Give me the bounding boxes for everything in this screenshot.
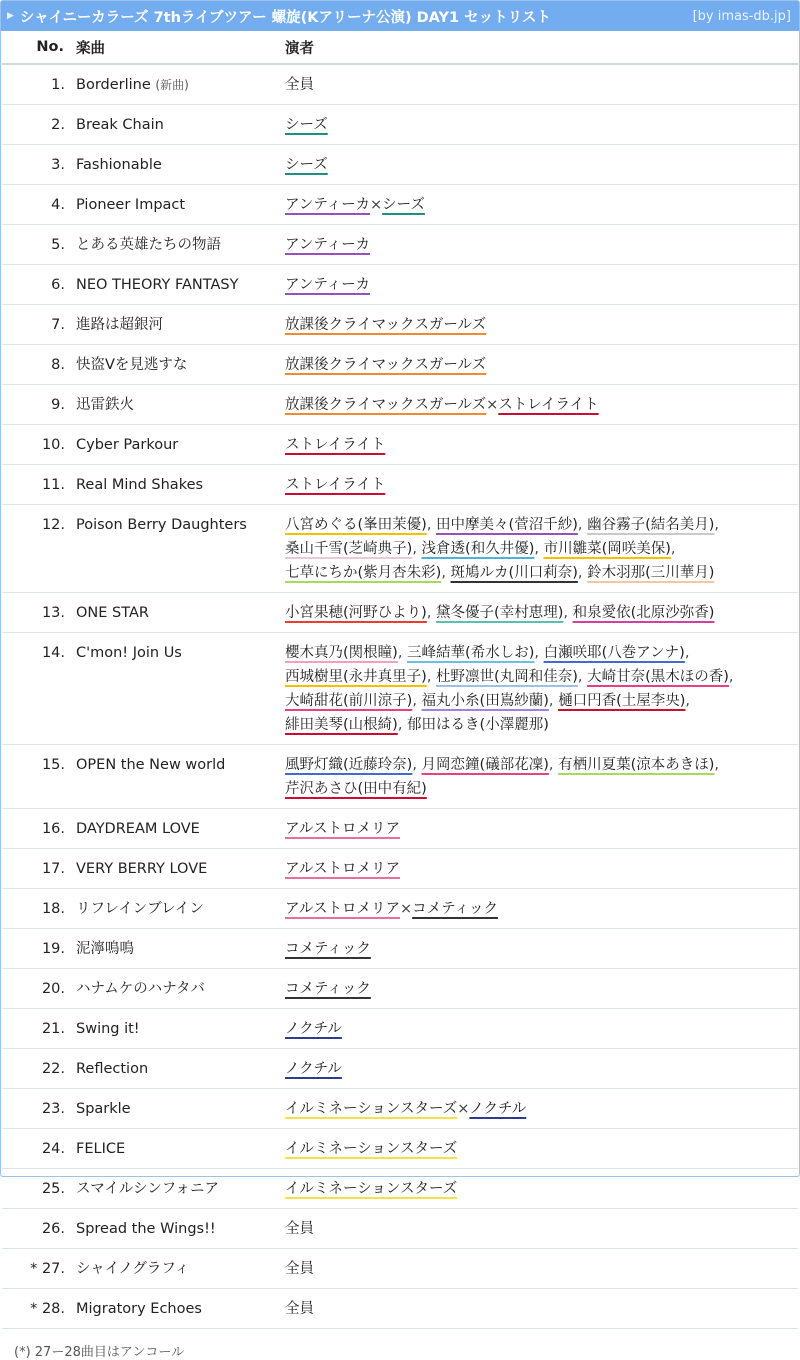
song-number-value: 6. — [51, 277, 65, 293]
performer-cell — [285, 1249, 798, 1289]
song-number-value: 24. — [41, 1141, 65, 1157]
table-row — [2, 889, 798, 929]
performer-cell — [285, 185, 798, 225]
table-row — [2, 345, 798, 385]
separator: , — [714, 517, 720, 533]
column-header-no: No. — [2, 31, 76, 64]
separator: , — [412, 693, 422, 709]
table-row — [2, 505, 798, 593]
performer-link[interactable]: シーズ — [285, 117, 328, 133]
song-number-value: 2. — [51, 117, 65, 133]
performer-link[interactable]: 七草にちか(紫月杏朱彩) — [285, 565, 442, 581]
performer-cell — [285, 465, 798, 505]
encore-mark: * — [30, 1301, 42, 1317]
performer-link[interactable]: 樋口円香(土屋李央) — [558, 693, 686, 709]
performer-link[interactable]: 幽谷霧子(結名美月) — [587, 517, 715, 533]
song-cell — [76, 385, 285, 425]
song-number-value: 18. — [41, 901, 65, 917]
separator: , — [577, 669, 588, 685]
column-header-performer: 演者 — [285, 31, 798, 64]
performer-cell — [285, 225, 798, 265]
performer-cell — [285, 1289, 798, 1329]
performer-name: 全員 — [285, 77, 314, 93]
song-cell — [76, 809, 285, 849]
table-row — [2, 465, 798, 505]
table-row — [2, 145, 798, 185]
song-number-value: 12. — [41, 517, 65, 533]
separator: , — [397, 645, 408, 661]
song-number — [2, 225, 76, 265]
performer-link[interactable]: 大崎甜花(前川涼子) — [285, 693, 413, 709]
performer-link[interactable]: 白瀬咲耶(八巻アンナ) — [543, 645, 685, 661]
table-row — [2, 1169, 798, 1209]
table-row — [2, 1049, 798, 1089]
song-cell — [76, 185, 285, 225]
performer-link[interactable]: 芹沢あさひ(田中有紀) — [285, 781, 427, 797]
performer-link[interactable]: 西城樹里(永井真里子) — [285, 669, 427, 685]
song-cell — [76, 969, 285, 1009]
performer-link[interactable]: 浅倉透(和久井優) — [421, 541, 535, 557]
song-title[interactable]: Fashionable — [76, 157, 162, 173]
performer-link[interactable]: 和泉愛依(北原沙弥香) — [572, 605, 715, 621]
performer-link[interactable]: 月岡恋鐘(礒部花凜) — [421, 757, 549, 773]
song-title[interactable]: Pioneer Impact — [76, 197, 186, 213]
separator: , — [412, 541, 422, 557]
song-title[interactable]: とある英雄たちの物語 — [76, 237, 221, 253]
song-number — [2, 425, 76, 465]
separator: , — [684, 645, 690, 661]
song-cell — [76, 889, 285, 929]
song-number-value: 15. — [41, 757, 65, 773]
song-number-value: 14. — [41, 645, 65, 661]
table-row — [2, 809, 798, 849]
song-title[interactable]: OPEN the New world — [76, 757, 226, 773]
performer-link[interactable]: アンティーカ — [285, 237, 370, 253]
song-number-value: 19. — [41, 941, 65, 957]
performer-link[interactable]: 風野灯織(近藤玲奈) — [285, 757, 413, 773]
song-cell — [76, 305, 285, 345]
song-number — [2, 1249, 76, 1289]
song-cell — [76, 225, 285, 265]
song-number-value: 13. — [41, 605, 65, 621]
song-cell — [76, 505, 285, 593]
separator: × — [399, 901, 413, 917]
separator: × — [457, 1101, 470, 1117]
performer-name: 全員 — [285, 1261, 314, 1277]
performer-link[interactable]: 鈴木羽那(三川華月) — [587, 565, 715, 581]
performer-link[interactable]: 桑山千雪(芝崎典子) — [285, 541, 413, 557]
setlist-title: シャイニーカラーズ 7thライブツアー 螺旋(Kアリーナ公演) DAY1 セットリスト — [19, 9, 551, 26]
performer-link[interactable]: 田中摩美々(菅沼千紗) — [436, 517, 578, 533]
performer-link[interactable]: イルミネーションスターズ — [285, 1101, 458, 1117]
song-number-value: 10. — [41, 437, 65, 453]
song-title[interactable]: ONE STAR — [76, 605, 149, 621]
song-cell — [76, 105, 285, 145]
performer-link[interactable]: 杜野凛世(丸岡和佳奈) — [436, 669, 578, 685]
performer-link[interactable]: コメティック — [412, 901, 498, 917]
song-number-value: 22. — [41, 1061, 65, 1077]
song-number-value: 16. — [41, 821, 65, 837]
table-row — [2, 1209, 798, 1249]
performer-link[interactable]: コメティック — [285, 941, 371, 957]
performer-cell — [285, 64, 798, 105]
song-number-value: 20. — [41, 981, 65, 997]
song-title[interactable]: Real Mind Shakes — [76, 477, 204, 493]
new-song-tag: (新曲) — [155, 78, 189, 92]
performer-link[interactable]: アルストロメリア — [285, 821, 400, 837]
song-number — [2, 1089, 76, 1129]
performer-link[interactable]: 放課後クライマックスガールズ — [285, 317, 487, 333]
performer-link[interactable]: ノクチル — [285, 1061, 342, 1077]
song-number — [2, 64, 76, 105]
table-row — [2, 849, 798, 889]
performer-cell — [285, 929, 798, 969]
song-title[interactable]: FELICE — [76, 1141, 126, 1157]
table-row — [2, 185, 798, 225]
performer-name: 郁田はるき(小澤麗那) — [407, 717, 549, 733]
song-cell — [76, 1209, 285, 1249]
song-number — [2, 745, 76, 809]
performer-link[interactable]: 緋田美琴(山根綺) — [285, 717, 398, 733]
song-number — [2, 1209, 76, 1249]
table-row — [2, 305, 798, 345]
performer-link[interactable]: アンティーカ — [285, 277, 370, 293]
song-cell — [76, 1169, 285, 1209]
separator: , — [563, 605, 573, 621]
performer-cell — [285, 969, 798, 1009]
table-row — [2, 1289, 798, 1329]
song-title[interactable]: Cyber Parkour — [76, 437, 179, 453]
song-title[interactable]: Borderline — [76, 77, 151, 93]
separator: , — [412, 757, 422, 773]
separator: × — [486, 397, 499, 413]
song-title[interactable]: シャイノグラフィ — [76, 1261, 190, 1277]
performer-cell — [285, 385, 798, 425]
performer-link[interactable]: シーズ — [285, 157, 328, 173]
performer-cell — [285, 1009, 798, 1049]
table-row — [2, 225, 798, 265]
performer-link[interactable]: 斑鳩ルカ(川口莉奈) — [450, 565, 578, 581]
performer-link[interactable]: 小宮果穂(河野ひより) — [285, 605, 427, 621]
table-row — [2, 745, 798, 809]
song-number — [2, 385, 76, 425]
song-title[interactable]: DAYDREAM LOVE — [76, 821, 200, 837]
performer-cell — [285, 633, 798, 745]
song-cell — [76, 1249, 285, 1289]
table-row — [2, 969, 798, 1009]
separator: , — [534, 645, 544, 661]
song-number-value: 9. — [51, 397, 65, 413]
song-cell — [76, 633, 285, 745]
performer-link[interactable]: ストレイライト — [498, 397, 599, 413]
song-cell — [76, 64, 285, 105]
song-number-value: 28. — [41, 1301, 65, 1317]
song-number — [2, 889, 76, 929]
song-number-value: 4. — [51, 197, 65, 213]
song-number — [2, 1049, 76, 1089]
song-number — [2, 849, 76, 889]
table-row — [2, 425, 798, 465]
song-number — [2, 969, 76, 1009]
separator: , — [548, 693, 559, 709]
song-number — [2, 1009, 76, 1049]
separator: , — [548, 757, 559, 773]
separator: , — [534, 541, 544, 557]
table-row — [2, 1129, 798, 1169]
song-cell — [76, 1089, 285, 1129]
song-title[interactable]: 快盗Vを見逃すな — [76, 357, 188, 373]
performer-cell — [285, 1209, 798, 1249]
table-row — [2, 265, 798, 305]
performer-cell — [285, 425, 798, 465]
song-number-value: 7. — [51, 317, 65, 333]
song-cell — [76, 929, 285, 969]
table-row — [2, 105, 798, 145]
song-title[interactable]: リフレインブレイン — [76, 901, 204, 917]
song-title[interactable]: VERY BERRY LOVE — [76, 861, 208, 877]
performer-link[interactable]: コメティック — [285, 981, 371, 997]
song-cell — [76, 1049, 285, 1089]
performer-name: 全員 — [285, 1221, 314, 1237]
song-cell — [76, 145, 285, 185]
song-number-value: 27. — [41, 1261, 65, 1277]
performer-cell — [285, 265, 798, 305]
performer-link[interactable]: 大崎甘奈(黒木ほの香) — [587, 669, 729, 685]
separator: , — [397, 717, 408, 733]
performer-cell — [285, 889, 798, 929]
song-number-value: 11. — [41, 477, 65, 493]
performer-link[interactable]: ストレイライト — [285, 477, 386, 493]
performer-cell — [285, 849, 798, 889]
song-title[interactable]: ハナムケのハナタバ — [76, 981, 205, 997]
encore-mark: * — [30, 1261, 42, 1277]
song-cell — [76, 593, 285, 633]
separator: , — [577, 517, 588, 533]
song-title[interactable]: スマイルシンフォニア — [76, 1181, 219, 1197]
song-number — [2, 465, 76, 505]
performer-link[interactable]: ノクチル — [285, 1021, 342, 1037]
song-number — [2, 929, 76, 969]
song-title[interactable]: Reflection — [76, 1061, 149, 1077]
song-title[interactable]: Poison Berry Daughters — [76, 517, 247, 533]
table-row — [2, 593, 798, 633]
performer-link[interactable]: シーズ — [382, 197, 425, 213]
performer-link[interactable]: アルストロメリア — [285, 861, 400, 877]
performer-cell — [285, 105, 798, 145]
performer-cell — [285, 1089, 798, 1129]
song-number — [2, 185, 76, 225]
song-cell — [76, 849, 285, 889]
performer-link[interactable]: 黛冬優子(幸村恵理) — [436, 605, 564, 621]
performer-link[interactable]: ノクチル — [469, 1101, 527, 1117]
performer-cell — [285, 745, 798, 809]
performer-link[interactable]: 八宮めぐる(峯田茉優) — [285, 517, 427, 533]
song-number — [2, 265, 76, 305]
song-number — [2, 1289, 76, 1329]
song-number — [2, 345, 76, 385]
separator: , — [728, 669, 734, 685]
song-number-value: 3. — [51, 157, 65, 173]
source-credit-link[interactable]: [by imas-db.jp] — [692, 8, 791, 24]
song-cell — [76, 265, 285, 305]
song-number-value: 23. — [41, 1101, 65, 1117]
performer-link[interactable]: イルミネーションスターズ — [285, 1181, 458, 1197]
performer-cell — [285, 593, 798, 633]
performer-cell — [285, 345, 798, 385]
song-cell — [76, 1009, 285, 1049]
song-number-value: 25. — [41, 1181, 65, 1197]
separator: , — [685, 693, 691, 709]
separator: , — [426, 605, 437, 621]
song-title[interactable]: C'mon! Join Us — [76, 645, 182, 661]
table-row — [2, 64, 798, 105]
song-number-value: 21. — [41, 1021, 65, 1037]
song-title[interactable]: 泥濘鳴鳴 — [76, 941, 134, 957]
performer-cell — [285, 505, 798, 593]
separator: , — [426, 517, 437, 533]
performer-link[interactable]: 福丸小糸(田嶌紗蘭) — [421, 693, 549, 709]
song-title[interactable]: Sparkle — [76, 1101, 131, 1117]
table-header-row — [2, 31, 798, 64]
separator: , — [577, 565, 588, 581]
expand-triangle-icon[interactable]: ▶ — [7, 11, 14, 21]
song-number — [2, 145, 76, 185]
song-number — [2, 633, 76, 745]
song-title[interactable]: 迅雷鉄火 — [76, 397, 134, 413]
separator: , — [426, 669, 437, 685]
performer-link[interactable]: 有栖川夏葉(涼本あきほ) — [558, 757, 715, 773]
performer-cell — [285, 809, 798, 849]
separator: , — [670, 541, 676, 557]
performer-link[interactable]: ストレイライト — [285, 437, 386, 453]
song-cell — [76, 425, 285, 465]
performer-link[interactable]: 櫻木真乃(関根瞳) — [285, 645, 398, 661]
performer-cell — [285, 145, 798, 185]
table-row — [2, 1249, 798, 1289]
performer-link[interactable]: 放課後クライマックスガールズ — [285, 357, 487, 373]
song-number-value: 1. — [51, 77, 65, 93]
performer-link[interactable]: アンティーカ — [285, 197, 370, 213]
song-number-value: 17. — [41, 861, 65, 877]
song-cell — [76, 345, 285, 385]
song-number — [2, 505, 76, 593]
song-number-value: 26. — [41, 1221, 65, 1237]
song-number — [2, 809, 76, 849]
performer-name: 全員 — [285, 1301, 314, 1317]
performer-cell — [285, 1049, 798, 1089]
song-title[interactable]: Swing it! — [76, 1021, 140, 1037]
encore-footnote: (*) 27ー28曲目はアンコール — [14, 1345, 185, 1360]
performer-link[interactable]: 放課後クライマックスガールズ — [285, 397, 487, 413]
performer-link[interactable]: 市川雛菜(岡咲美保) — [543, 541, 671, 557]
performer-cell — [285, 305, 798, 345]
performer-link[interactable]: アルストロメリア — [285, 901, 400, 917]
song-title[interactable]: Break Chain — [76, 117, 164, 133]
song-number — [2, 1129, 76, 1169]
song-number — [2, 1169, 76, 1209]
table-row — [2, 1009, 798, 1049]
separator: × — [369, 197, 383, 213]
table-row — [2, 1089, 798, 1129]
performer-link[interactable]: イルミネーションスターズ — [285, 1141, 458, 1157]
song-number — [2, 105, 76, 145]
performer-cell — [285, 1129, 798, 1169]
song-number-value: 8. — [51, 357, 65, 373]
table-row — [2, 385, 798, 425]
setlist-table — [2, 31, 798, 1329]
performer-link[interactable]: 三峰結華(希水しお) — [407, 645, 535, 661]
title-bar[interactable] — [1, 1, 799, 31]
song-cell — [76, 1289, 285, 1329]
song-cell — [76, 1129, 285, 1169]
song-cell — [76, 465, 285, 505]
separator: , — [441, 565, 451, 581]
song-title[interactable]: NEO THEORY FANTASY — [76, 277, 239, 293]
song-number-value: 5. — [51, 237, 65, 253]
table-row — [2, 929, 798, 969]
song-title[interactable]: Spread the Wings!! — [76, 1221, 216, 1237]
separator: , — [714, 757, 720, 773]
song-cell — [76, 745, 285, 809]
song-title[interactable]: Migratory Echoes — [76, 1301, 202, 1317]
song-number — [2, 305, 76, 345]
song-number — [2, 593, 76, 633]
table-row — [2, 633, 798, 745]
column-header-song: 楽曲 — [76, 31, 285, 64]
performer-cell — [285, 1169, 798, 1209]
song-title[interactable]: 進路は超銀河 — [76, 317, 163, 333]
